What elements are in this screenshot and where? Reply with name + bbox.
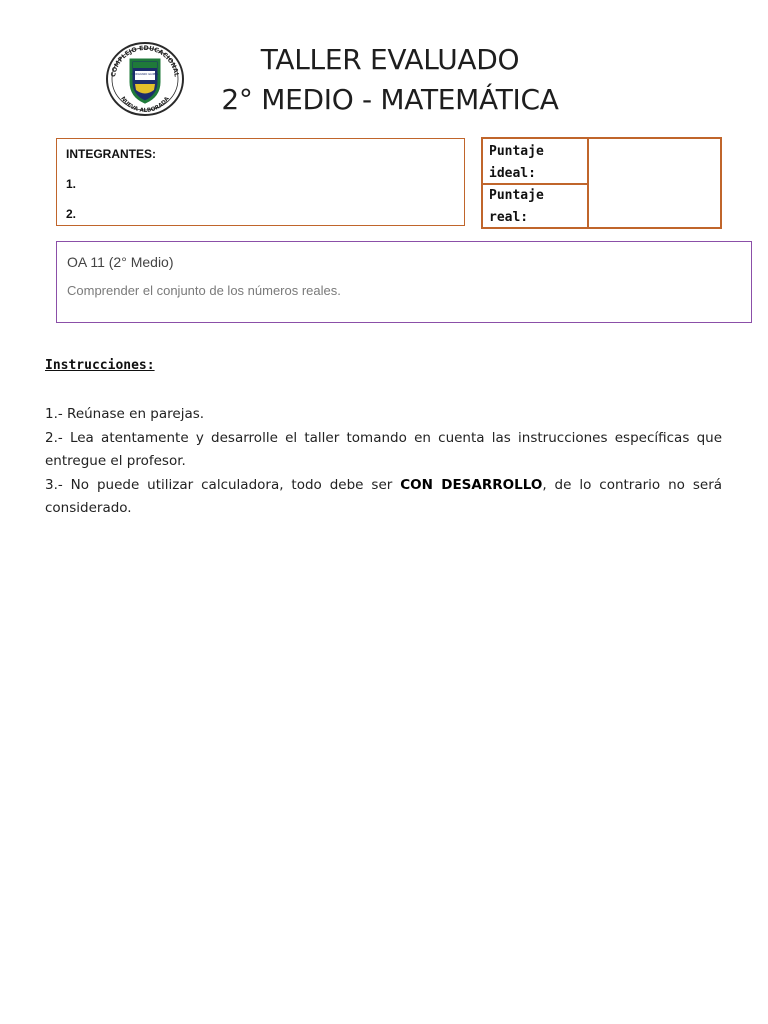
instruction-3-text-end: , de lo contrario no será considerado. bbox=[45, 476, 723, 516]
score-divider-vertical bbox=[587, 139, 589, 227]
page-title bbox=[190, 40, 590, 120]
integrante-2[interactable]: 2. bbox=[66, 207, 77, 221]
score-table bbox=[481, 137, 722, 229]
puntaje-real-label: Puntaje real: bbox=[489, 188, 544, 225]
instructions-list bbox=[45, 403, 722, 521]
learning-objective-box bbox=[56, 241, 752, 323]
instruction-3 bbox=[45, 474, 722, 521]
instruction-2: 2.- Lea atentamente y desarrolle el taller tomando en cuenta las instrucciones específicas que entregue el profesor. bbox=[45, 429, 722, 469]
logo-shield-text: CIUDADANO GLOBAL bbox=[131, 73, 159, 76]
school-logo bbox=[104, 40, 186, 118]
instruction-3-text: 3.- No puede utilizar calculadora, todo debe ser bbox=[45, 476, 401, 493]
integrantes-label: INTEGRANTES: bbox=[66, 147, 156, 161]
oa-description: Comprender el conjunto de los números reales. bbox=[67, 283, 341, 298]
instruction-1: 1.- Reúnase en parejas. bbox=[45, 406, 205, 422]
instruction-3-emphasis: CON DESARROLLO bbox=[400, 476, 543, 493]
puntaje-ideal-label: Puntaje ideal: bbox=[489, 144, 544, 181]
integrantes-box bbox=[56, 138, 465, 226]
oa-title: OA 11 (2° Medio) bbox=[67, 254, 174, 270]
logo-bottom-text: NUEVA ALBORADA bbox=[119, 96, 171, 115]
instructions-heading: Instrucciones: bbox=[45, 358, 155, 373]
logo-top-text: COMPLEJO EDUCACIONAL bbox=[110, 44, 180, 78]
integrante-1[interactable]: 1. bbox=[66, 177, 77, 191]
title-line-1: TALLER EVALUADO bbox=[260, 43, 520, 76]
title-line-2: 2° MEDIO - MATEMÁTICA bbox=[221, 83, 559, 116]
